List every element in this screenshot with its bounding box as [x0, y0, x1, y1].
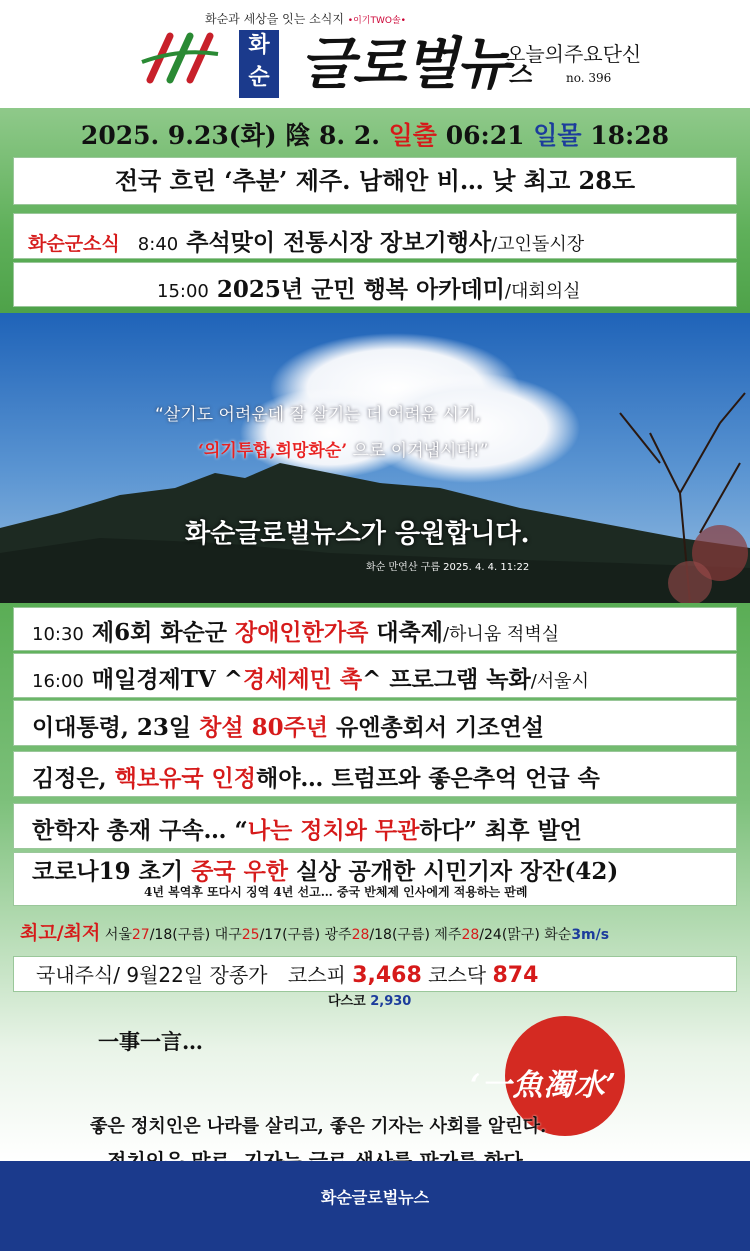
- quote-line-1: “살기도 어려운데 잘 살기는 더 어려운 시기,: [155, 405, 481, 425]
- weather-label: 최고/최저: [20, 922, 101, 944]
- weather-headline: 전국 흐린 ‘추분’ 제주. 남해안 비… 낮 최고 28도: [13, 157, 737, 205]
- one-word-heading: 一事一言…: [98, 1029, 203, 1054]
- stock-box: 국내주식/ 9월22일 장종가 코스피 3,468 코스닥 874: [13, 956, 737, 992]
- photo-caption: 화순 만연산 구름 2025. 4. 4. 11:22: [366, 562, 530, 573]
- news-item: 16:00 매일경제TV ^경세제민 촉^ 프로그램 녹화/서울시: [13, 653, 737, 698]
- footer-brand: 화순글로벌뉴스: [320, 1188, 430, 1207]
- support-slogan: 화순글로벌뉴스가 응원합니다.: [185, 519, 530, 549]
- news-item: 김정은, 핵보유국 인정해야… 트럼프와 좋은추억 언급 속: [13, 751, 737, 797]
- idiom: ‘一魚濁水’: [470, 1068, 617, 1103]
- county-event-row: 15:00 2025년 군민 행복 아카데미/대회의실: [13, 262, 737, 307]
- issue-number: no. 396: [566, 71, 612, 85]
- news-item: 이대통령, 23일 창설 80주년 유엔총회서 기조연설: [13, 700, 737, 746]
- tagline-small: •이기TWO솔•: [347, 16, 406, 26]
- nasdaq-line: 다스코 2,930: [328, 994, 412, 1009]
- county-event-row: 화순군소식 8:40 추석맞이 전통시장 장보기행사/고인돌시장: [13, 213, 737, 259]
- hh-logo-icon: [140, 32, 220, 84]
- quote-line-2: ‘의기투합,희망화순’ 으로 이겨냅시다!”: [198, 441, 489, 461]
- footer: [0, 1161, 750, 1251]
- brand-logotype: 글로벌뉴스: [300, 31, 530, 97]
- brand-hwasun-box: 화 순: [239, 30, 279, 98]
- news-item: 10:30 제6회 화순군 장애인한가족 대축제/하니움 적벽실: [13, 607, 737, 651]
- weather-row: 최고/최저 서울27/18(구름) 대구25/17(구름) 광주28/18(구름) 제주28/24(맑구) 화순3m/s: [20, 922, 610, 944]
- county-news-label: 화순군소식: [28, 233, 120, 255]
- motto-line-1: 좋은 정치인은 나라를 살리고, 좋은 기자는 사회를 알린다.: [90, 1116, 547, 1137]
- page-subtitle: 오늘의주요단신: [506, 42, 642, 66]
- date-line: 2025. 9.23(화) 陰 8. 2. 일출 06:21 일몰 18:28: [80, 121, 670, 150]
- news-item: 한학자 총재 구속… “나는 정치와 무관하다” 최후 발언: [13, 803, 737, 849]
- news-subline: 4년 복역후 또다시 징역 4년 선고… 중국 반체제 인사에게 적용하는 판례: [144, 885, 528, 899]
- news-item: 코로나19 초기 중국 우한 실상 공개한 시민기자 장잔(42) 4년 복역후 또다시 징역 4년 선고… 중국 반체제 인사에게 적용하는 판례: [13, 852, 737, 906]
- masthead-tagline: 화순과 세상을 잇는 소식지 •이기TWO솔•: [205, 12, 406, 26]
